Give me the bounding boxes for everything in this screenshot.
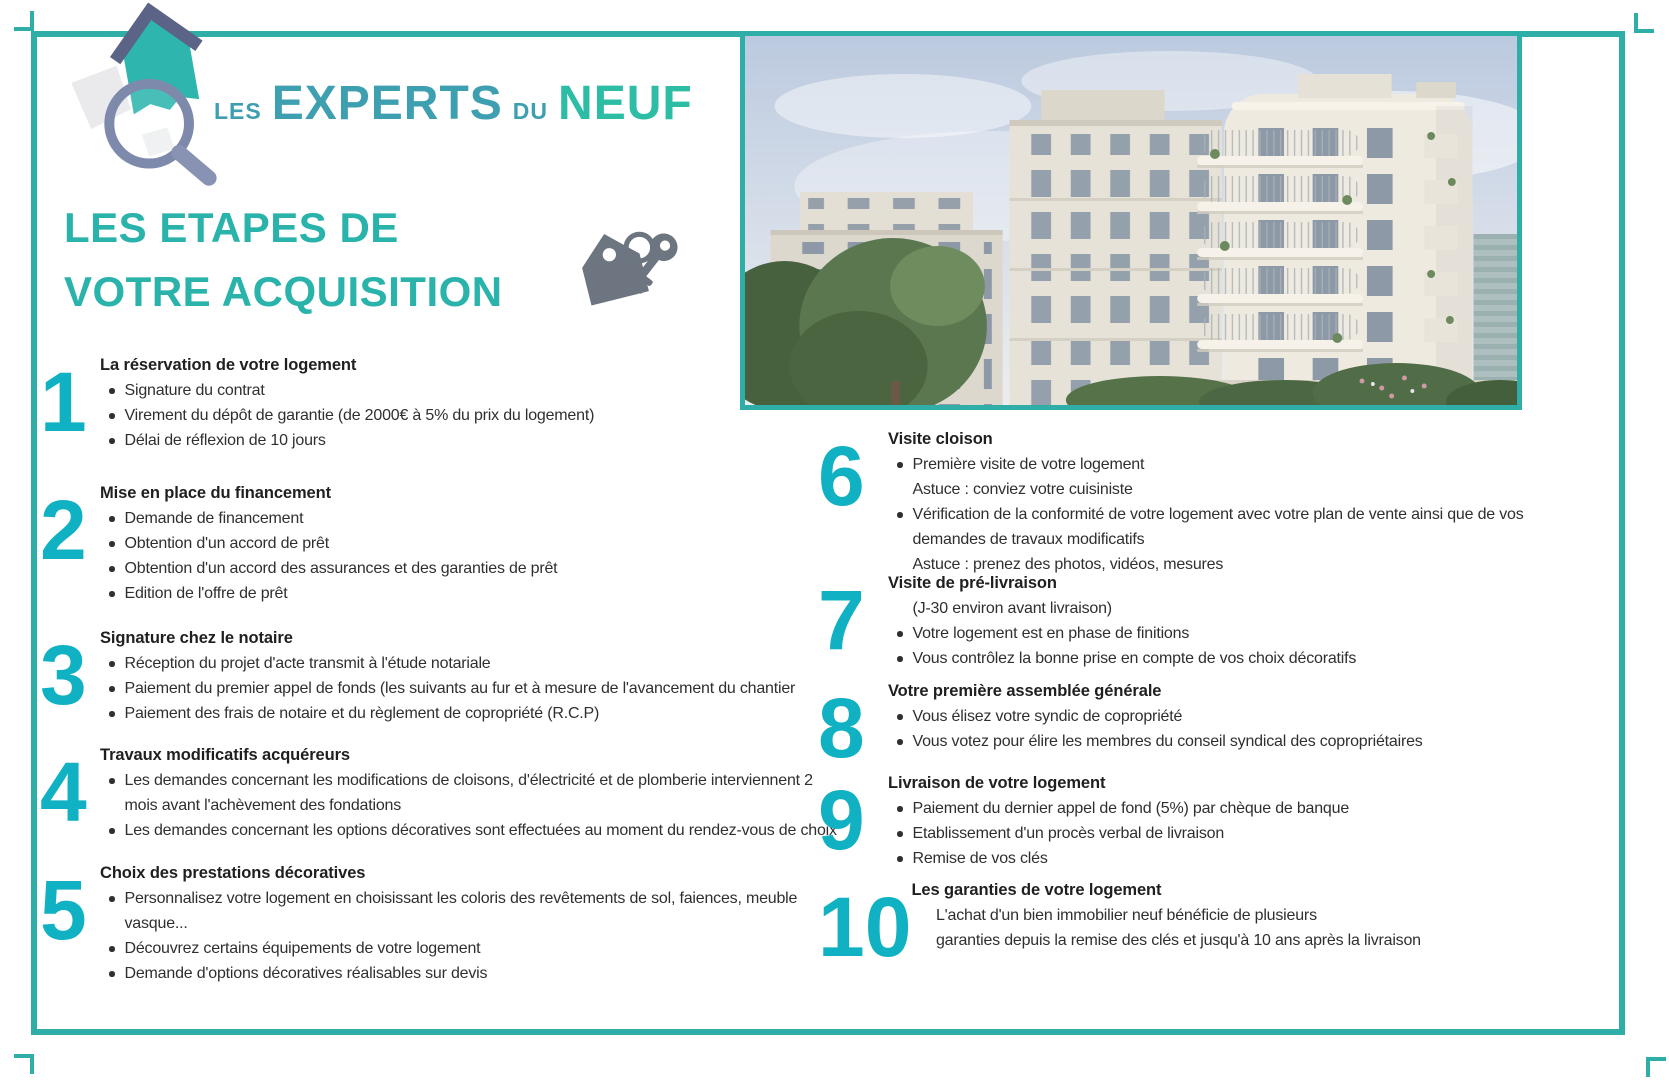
step-bullet-item: Les demandes concernant les options décoratives sont effectuées au moment du rendez-vous de choix bbox=[100, 818, 845, 843]
step-bullet-item: Obtention d'un accord des assurances et des garanties de prêt bbox=[100, 556, 845, 581]
step-lines bbox=[100, 886, 845, 986]
house-magnifier-icon bbox=[55, 0, 227, 188]
step-lines bbox=[100, 506, 845, 606]
step-note-line: garanties depuis la remise des clés et jusqu'à 10 ans après la livraison bbox=[935, 932, 1421, 949]
step-number: 7 bbox=[818, 573, 865, 667]
step-bullet-item: Etablissement d'un procès verbal de livraison bbox=[888, 821, 1538, 846]
bullet-dot bbox=[109, 946, 115, 952]
step-number: 6 bbox=[818, 429, 865, 523]
bullet-dot bbox=[897, 856, 903, 862]
step-item-1 bbox=[40, 356, 845, 453]
bullet-dot bbox=[109, 828, 115, 834]
bullet-dot bbox=[897, 462, 903, 468]
bullet-dot bbox=[109, 591, 115, 597]
step-title: Choix des prestations décoratives bbox=[100, 864, 366, 882]
step-note-line: (J-30 environ avant livraison) bbox=[912, 600, 1112, 617]
step-lines bbox=[888, 596, 1538, 671]
bullet-dot bbox=[109, 711, 115, 717]
bullet-dot bbox=[109, 778, 115, 784]
corner-mark-bottom-right bbox=[1646, 1057, 1666, 1077]
step-bullet-item: Réception du projet d'acte transmit à l'étude notariale bbox=[100, 651, 845, 676]
bullet-dot bbox=[897, 739, 903, 745]
step-bullet-item: Délai de réflexion de 10 jours bbox=[100, 428, 845, 453]
step-item-3 bbox=[40, 629, 845, 726]
step-number: 8 bbox=[818, 681, 865, 775]
step-item-2 bbox=[40, 484, 845, 606]
step-bullet-item: Première visite de votre logement bbox=[888, 452, 1538, 477]
step-item-7 bbox=[818, 574, 1538, 671]
new-building-photo bbox=[740, 31, 1522, 410]
step-bullet-item: Vous votez pour élire les membres du conseil syndical des copropriétaires bbox=[888, 729, 1538, 754]
step-note-line: Astuce : conviez votre cuisiniste bbox=[912, 481, 1133, 498]
step-title: Travaux modificatifs acquéreurs bbox=[100, 746, 350, 764]
step-bullet-item: Paiement des frais de notaire et du règlement de copropriété (R.C.P) bbox=[100, 701, 845, 726]
page-title-line1: LES ETAPES DE bbox=[64, 204, 399, 251]
page-title bbox=[64, 196, 503, 324]
step-item-4 bbox=[40, 746, 845, 843]
bullet-dot bbox=[897, 631, 903, 637]
corner-mark-bottom-left bbox=[14, 1054, 34, 1074]
step-title: Les garanties de votre logement bbox=[911, 881, 1162, 899]
step-number: 5 bbox=[40, 863, 87, 957]
step-bullet-item: Les demandes concernant les modifications de cloisons, d'électricité et de plomberie interviennent 2 mois avant l'achèvement des fondations bbox=[100, 768, 845, 818]
step-item-6 bbox=[818, 430, 1538, 577]
step-item-8 bbox=[818, 681, 1538, 775]
step-title: Mise en place du financement bbox=[100, 484, 332, 502]
bullet-dot bbox=[897, 806, 903, 812]
step-bullet-item: Virement du dépôt de garantie (de 2000€ à 5% du prix du logement) bbox=[100, 403, 845, 428]
bullet-dot bbox=[897, 512, 903, 518]
corner-mark-top-left bbox=[14, 11, 34, 31]
step-bullet-item: Découvrez certains équipements de votre logement bbox=[100, 936, 845, 961]
step-bullet-item: Paiement du dernier appel de fond (5%) par chèque de banque bbox=[888, 796, 1538, 821]
step-number: 1 bbox=[40, 355, 87, 449]
step-note-line: L'achat d'un bien immobilier neuf bénéficie de plusieurs bbox=[935, 907, 1317, 924]
bullet-dot bbox=[109, 438, 115, 444]
step-bullet-item: Obtention d'un accord de prêt bbox=[100, 531, 845, 556]
bullet-dot bbox=[897, 656, 903, 662]
brand-logo bbox=[214, 76, 693, 131]
bullet-dot bbox=[109, 896, 115, 902]
step-title: Visite de pré-livraison bbox=[888, 574, 1057, 592]
brand-word-neuf: NEUF bbox=[558, 77, 693, 130]
step-bullet-item: Vous contrôlez la bonne prise en compte de vos choix décoratifs bbox=[888, 646, 1538, 671]
step-lines bbox=[888, 704, 1538, 754]
step-lines bbox=[888, 452, 1538, 577]
step-bullet-item: Edition de l'offre de prêt bbox=[100, 581, 845, 606]
step-item-9 bbox=[818, 774, 1538, 871]
step-item-10 bbox=[818, 880, 1538, 974]
brand-word-du: DU bbox=[512, 98, 549, 124]
bullet-dot bbox=[109, 566, 115, 572]
bullet-dot bbox=[109, 686, 115, 692]
step-item-5 bbox=[40, 864, 845, 986]
house-keys-icon bbox=[553, 220, 687, 322]
step-bullet-item: Personnalisez votre logement en choisissant les coloris des revêtements de sol, faiences, meuble vasque... bbox=[100, 886, 845, 936]
step-number: 9 bbox=[818, 773, 865, 867]
step-lines bbox=[100, 651, 845, 726]
step-bullet-item: Remise de vos clés bbox=[888, 846, 1538, 871]
step-bullet-item: Demande de financement bbox=[100, 506, 845, 531]
step-note-line: Astuce : prenez des photos, vidéos, mesures bbox=[912, 556, 1224, 573]
brand-word-les: LES bbox=[214, 98, 262, 124]
step-lines bbox=[100, 378, 845, 453]
page-title-line2: VOTRE ACQUISITION bbox=[64, 268, 503, 315]
bullet-dot bbox=[897, 831, 903, 837]
bullet-dot bbox=[109, 413, 115, 419]
step-number: 4 bbox=[40, 745, 87, 839]
step-bullet-item: Votre logement est en phase de finitions bbox=[888, 621, 1538, 646]
bullet-dot bbox=[109, 541, 115, 547]
bullet-dot bbox=[109, 388, 115, 394]
step-number: 10 bbox=[818, 880, 912, 974]
step-number: 2 bbox=[40, 483, 87, 577]
bullet-dot bbox=[109, 971, 115, 977]
brand-word-experts: EXPERTS bbox=[271, 77, 503, 130]
corner-mark-top-right bbox=[1634, 13, 1654, 33]
step-bullet-item: Vérification de la conformité de votre logement avec votre plan de vente ainsi que de vos demandes de travaux modificatifs bbox=[888, 502, 1538, 552]
step-title: Visite cloison bbox=[888, 430, 993, 448]
bullet-dot bbox=[897, 714, 903, 720]
step-lines bbox=[911, 903, 1538, 953]
step-bullet-item: Signature du contrat bbox=[100, 378, 845, 403]
bullet-dot bbox=[109, 516, 115, 522]
step-bullet-item: Demande d'options décoratives réalisables sur devis bbox=[100, 961, 845, 986]
step-title: La réservation de votre logement bbox=[100, 356, 357, 374]
step-bullet-item: Paiement du premier appel de fonds (les suivants au fur et à mesure de l'avancement du chantier bbox=[100, 676, 845, 701]
step-bullet-item: Vous élisez votre syndic de copropriété bbox=[888, 704, 1538, 729]
step-number: 3 bbox=[40, 628, 87, 722]
step-title: Signature chez le notaire bbox=[100, 629, 293, 647]
step-lines bbox=[888, 796, 1538, 871]
step-title: Livraison de votre logement bbox=[888, 774, 1106, 792]
step-title: Votre première assemblée générale bbox=[888, 682, 1162, 700]
bullet-dot bbox=[109, 661, 115, 667]
step-lines bbox=[100, 768, 845, 843]
